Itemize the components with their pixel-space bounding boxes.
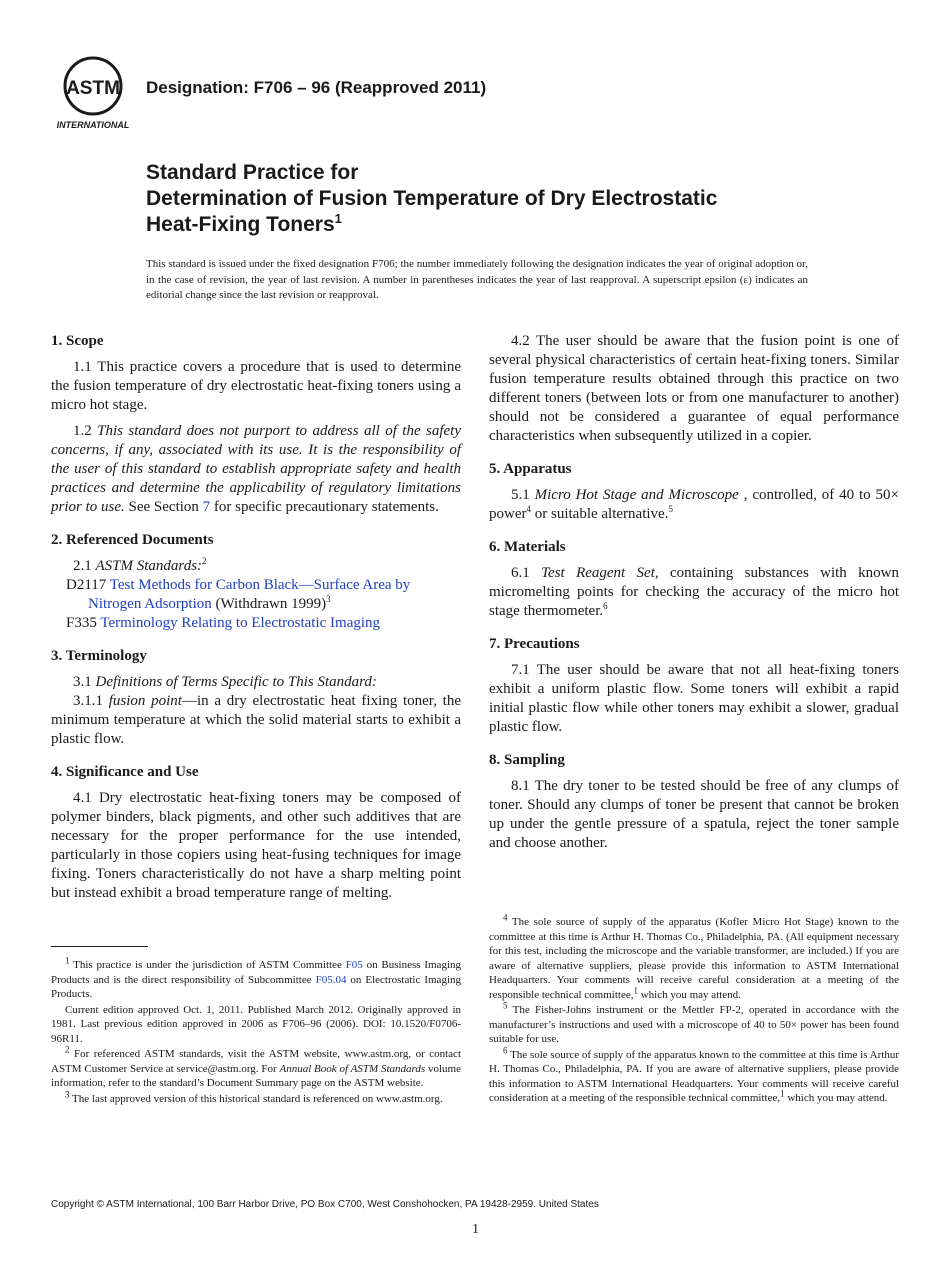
footnote-text: The last approved version of this historical standard is referenced on www.astm.org. bbox=[69, 1092, 443, 1105]
footnotes-right bbox=[489, 912, 899, 1107]
paragraph-6-1 bbox=[489, 564, 899, 621]
logo-subtext: INTERNATIONAL bbox=[56, 120, 130, 130]
issue-note: This standard is issued under the fixed designation F706; the number immediately following the designation indicates the year of original adoption or, in the case of revision, the year of last revision. A number in parentheses indicates the year of last reapproval. A superscript epsilon (ε) indicates an editorial change since the last revision or reapproval. bbox=[146, 258, 808, 301]
section-sampling bbox=[489, 751, 899, 853]
footnote-text: This practice is under the jurisdiction of ASTM Committee bbox=[69, 959, 346, 971]
section-heading: 6. Materials bbox=[489, 539, 566, 555]
footnote-mark: 2 bbox=[202, 556, 207, 566]
paragraph-1-2 bbox=[51, 422, 461, 517]
para-text: —in a dry electrostatic heat fixing toner, the minimum temperature at which the solid material starts to exhibit a plastic flow. bbox=[51, 693, 461, 747]
section-heading: 7. Precautions bbox=[489, 636, 580, 652]
paragraph-1-1: 1.1 This practice covers a procedure that is used to determine the fusion temperature of dry electrostatic heat-fixing toners using a micro hot stage. bbox=[51, 359, 461, 413]
footnote-5 bbox=[489, 1000, 899, 1047]
para-number: 3.1.1 bbox=[73, 693, 109, 709]
footnote-mark: 6 bbox=[603, 601, 608, 611]
page-number: 1 bbox=[472, 1222, 479, 1237]
paragraph-8-1: 8.1 The dry toner to be tested should be free of any clumps of toner. Should any clumps of toner be present that cannot be broken up under the gentle pressure of a spatula, reject the toner sample and choose another. bbox=[489, 778, 899, 851]
footnote-mark: 2 bbox=[65, 1044, 70, 1055]
para-text: , controlled, of 40 to 50× power bbox=[489, 487, 899, 522]
reference-link-d2117[interactable]: Test Methods for Carbon Black—Surface Area by Nitrogen Adsorption bbox=[88, 577, 411, 612]
section-heading: 5. Apparatus bbox=[489, 461, 572, 477]
para-number: 6.1 bbox=[511, 565, 542, 581]
reference-link-f335[interactable]: Terminology Relating to Electrostatic Imaging bbox=[100, 615, 381, 631]
title-line-3 bbox=[146, 212, 846, 238]
section-heading: 3. Terminology bbox=[51, 648, 147, 664]
paragraph-4-1: 4.1 Dry electrostatic heat-fixing toners may be composed of polymer binders, black pigments, and other such additives that are necessary for the proper performance for the use intended, particularly in those copiers using heat-fusing techniques for image fixing. Toners characteristically do not have a sharp melting point but instead exhibit a broad temperature range of melting. bbox=[51, 790, 461, 901]
ref-code: D2117 bbox=[66, 577, 110, 593]
astm-international-logo bbox=[52, 56, 134, 132]
footnote-2 bbox=[51, 1044, 461, 1091]
section-7-link[interactable]: 7 bbox=[202, 499, 211, 515]
reference-f335 bbox=[51, 614, 461, 633]
para-number: 1.2 bbox=[73, 423, 98, 439]
section-referenced-documents bbox=[51, 531, 461, 633]
footnote-text: on Business Imaging Products and is the direct responsibility of Subcommittee bbox=[51, 959, 461, 986]
footnote-mark: 1 bbox=[65, 955, 70, 966]
section-heading: 8. Sampling bbox=[489, 752, 565, 768]
para-text: for specific precautionary statements. bbox=[210, 499, 439, 515]
section-apparatus bbox=[489, 460, 899, 524]
title-line-2: Determination of Fusion Temperature of Dry Electrostatic bbox=[146, 187, 718, 210]
footnote-mark: 3 bbox=[65, 1088, 70, 1099]
footnote-text: For referenced ASTM standards, visit the ASTM website, www.astm.org, or contact ASTM Customer Service at service@astm.org. For bbox=[51, 1048, 461, 1075]
designation: Designation: F706 – 96 (Reapproved 2011) bbox=[146, 78, 487, 97]
footnote-text: The Fisher-Johns instrument or the Mettler FP-2, operated in accordance with the manufacturer’s instructions and used with a microscope of 40 to 50× power has been found suitable for use. bbox=[489, 1004, 899, 1045]
footnote-1 bbox=[51, 955, 461, 1002]
paragraph-3-1-1 bbox=[51, 692, 461, 749]
footnote-text: on Electrostatic Imaging Products. bbox=[51, 973, 461, 1000]
para-italic: Definitions of Terms Specific to This Standard: bbox=[95, 674, 377, 690]
section-terminology bbox=[51, 647, 461, 749]
section-materials bbox=[489, 538, 899, 621]
ref-code: F335 bbox=[66, 615, 101, 631]
left-column bbox=[51, 332, 461, 917]
section-heading: 2. Referenced Documents bbox=[51, 532, 214, 548]
subcommittee-f0504-link[interactable]: F05.04 bbox=[315, 973, 347, 986]
para-italic: Micro Hot Stage and Microscope bbox=[534, 487, 739, 503]
copyright-notice: Copyright © ASTM International, 100 Barr Harbor Drive, PO Box C700, West Conshohocken, PA 19428-2959. United States bbox=[51, 1199, 599, 1210]
section-heading: 1. Scope bbox=[51, 333, 104, 349]
footnote-mark: 6 bbox=[503, 1044, 508, 1055]
footnotes-left bbox=[51, 955, 461, 1107]
para-text: See Section bbox=[124, 499, 203, 515]
reference-d2117 bbox=[51, 576, 461, 614]
footnote-text: volume information, refer to the standard’s Document Summary page on the ASTM website. bbox=[51, 1062, 461, 1089]
section-heading: 4. Significance and Use bbox=[51, 764, 199, 780]
footnote-mark: 1 bbox=[780, 1088, 785, 1099]
para-text: or suitable alternative. bbox=[531, 506, 669, 522]
title-line-3-text: Heat-Fixing Toners bbox=[146, 213, 335, 236]
section-scope bbox=[51, 332, 461, 517]
footnote-6 bbox=[489, 1044, 899, 1106]
para-italic: ASTM Standards: bbox=[95, 558, 203, 574]
footnote-mark: 5 bbox=[503, 1000, 508, 1011]
footnote-mark: 4 bbox=[526, 504, 531, 514]
footnote-text: The sole source of supply of the apparatus (Kofler Micro Hot Stage) known to the committee at this time is Arthur H. Thomas Co., Philadelphia, PA. (All equipment necessary for this test, including the microscope and the variable transformer, are included.) If you are aware of alternative suppliers, please provide this information to ASTM International Headquarters. Your comments will receive careful consideration at a meeting of the responsible technical committee, bbox=[489, 916, 899, 1001]
title-footnote-mark: 1 bbox=[334, 211, 342, 226]
right-column bbox=[489, 332, 899, 867]
footnote-text: which you may attend. bbox=[784, 1092, 888, 1104]
footnote-divider bbox=[51, 946, 148, 947]
section-significance-cont bbox=[489, 332, 899, 446]
ref-text: (Withdrawn 1999) bbox=[211, 596, 327, 612]
section-significance bbox=[51, 763, 461, 903]
paragraph-3-1 bbox=[51, 673, 461, 692]
para-italic: Test Reagent Set bbox=[541, 565, 655, 581]
footnote-4 bbox=[489, 912, 899, 1002]
footnote-mark: 5 bbox=[668, 504, 673, 514]
document-title bbox=[146, 160, 846, 238]
paragraph-7-1: 7.1 The user should be aware that not all heat-fixing toners exhibit a uniform plastic flow. Some toners will exhibit a rapid initial plastic flow while other toners may exhibit a slower, gradual plastic flow. bbox=[489, 662, 899, 735]
footnote-text: which you may attend. bbox=[637, 988, 741, 1001]
title-line-1: Standard Practice for bbox=[146, 161, 359, 184]
footnote-3 bbox=[51, 1088, 461, 1107]
para-italic: fusion point bbox=[108, 693, 182, 709]
footnote-1-edition: Current edition approved Oct. 1, 2011. Published March 2012. Originally approved in 1981. Last previous edition approved in 2006 as F706–96 (2006). DOI: 10.1520/F0706-96R11. bbox=[51, 1003, 461, 1045]
footnote-mark: 4 bbox=[503, 912, 508, 923]
para-number: 3.1 bbox=[73, 674, 96, 690]
paragraph-5-1 bbox=[489, 486, 899, 524]
para-italic: This standard does not purport to address all of the safety concerns, if any, associated with its use. It is the responsibility of the user of this standard to establish appropriate safety and health practices and determine the applicability of regulatory limitations prior to use. bbox=[51, 423, 462, 515]
paragraph-4-2: 4.2 The user should be aware that the fusion point is one of several physical characteristics of certain heat-fixing toners. Similar fusion temperature results obtained through this practice on two different toners (between lots or from one manufacturer to another) should not be considered a guarantee of equal performance characteristics when subsequently utilized in a copier. bbox=[489, 333, 899, 444]
footnote-text: The sole source of supply of the apparatus known to the committee at this time is Arthur H. Thomas Co., Philadelphia, PA. If you are aware of alternative suppliers, please provide this information to ASTM International Headquarters. Your comments will receive careful consideration at a meeting of the responsible technical committee, bbox=[489, 1048, 899, 1104]
para-number: 5.1 bbox=[511, 487, 535, 503]
footnote-mark: 1 bbox=[633, 984, 638, 995]
para-number: 2.1 bbox=[73, 558, 96, 574]
footnote-italic: Annual Book of ASTM Standards bbox=[279, 1062, 426, 1075]
para-text: , containing substances with known micromelting points for checking the accuracy of the micro hot stage thermometer. bbox=[489, 565, 899, 619]
logo-text: ASTM bbox=[66, 78, 120, 99]
footnote-mark: 3 bbox=[326, 594, 331, 604]
section-precautions bbox=[489, 635, 899, 737]
paragraph-2-1 bbox=[51, 557, 461, 576]
committee-f05-link[interactable]: F05 bbox=[345, 959, 363, 971]
